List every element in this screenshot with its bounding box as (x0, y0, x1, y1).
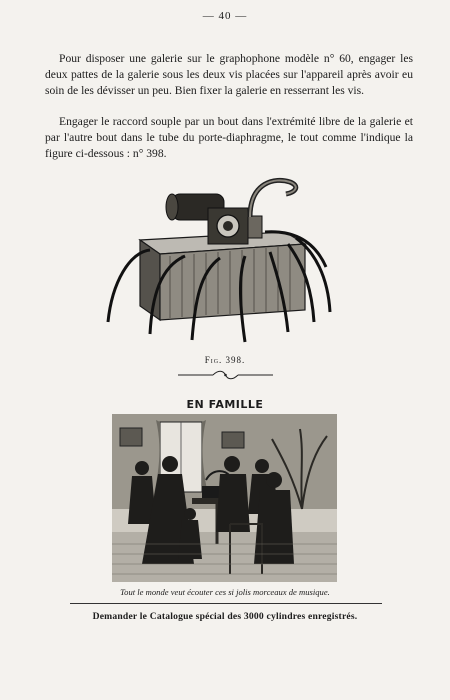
divider-rule (70, 603, 382, 604)
family-listening-engraving (112, 414, 337, 582)
ornamental-divider (178, 370, 273, 380)
figure-caption: Fig. 398. (204, 355, 246, 365)
section-title: EN FAMILLE (186, 398, 264, 411)
paragraph-gallery-mounting: Pour disposer une galerie sur le graphophone modèle n° 60, engager les deux pattes de la galerie sous les deux vis placées sur l'appareil après avoir eu soin de les dévisser un peu. Bien fixer la galerie en resserrant les vis. (45, 52, 413, 98)
graphophone-illustration (100, 172, 340, 347)
paragraph-flexible-connector: Engager le raccord souple par un bout dans l'extrémité libre de la galerie et par l'autre bout dans le tube du porte-diaphragme, le tout comme l'indique la figure ci-dessous : n° 398. (45, 115, 413, 161)
catalog-request-note: Demander le Catalogue spécial des 3000 cylindres enregistrés. (92, 611, 358, 622)
page-number: — 40 — (202, 10, 248, 22)
illustration-caption: Tout le monde veut écouter ces si jolis morceaux de musique. (120, 587, 330, 597)
